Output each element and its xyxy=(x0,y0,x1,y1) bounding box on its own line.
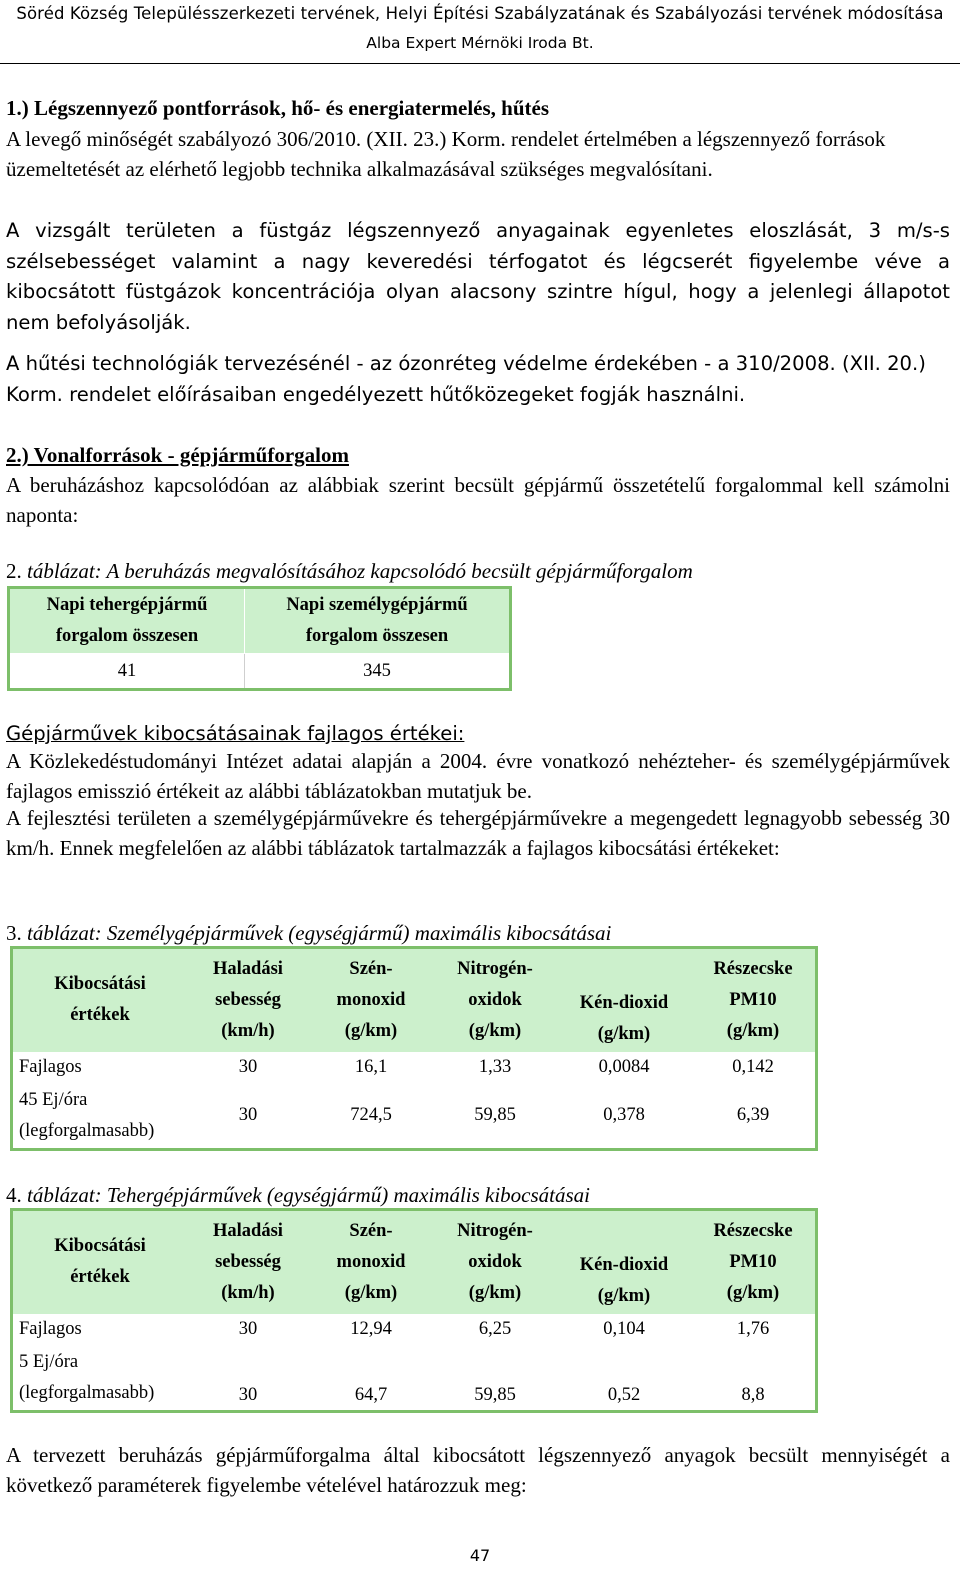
emission-paragraph-1: A Közlekedéstudományi Intézet adatai alapján a 2004. évre vonatkozó nehézteher- és személygépjárművek fajlagos emisszió értékeit az alábbi táblázatokban mutatjuk be. xyxy=(6,749,950,803)
table-row xyxy=(12,1084,817,1150)
table4-caption-text: táblázat: Tehergépjárművek (egységjármű) maximális kibocsátásai xyxy=(27,1183,591,1207)
emission-header-pm10: Részecske PM10 (g/km) xyxy=(691,1210,817,1314)
value-speed: 30 xyxy=(238,1385,258,1405)
emission-header-speed: Haladási sebesség (km/h) xyxy=(187,1210,309,1314)
row-label: 45 Ej/óra (legforgalmasabb) xyxy=(19,1089,155,1141)
emission-header-speed: Haladási sebesség (km/h) xyxy=(187,948,309,1052)
emission-header-co: Szén- monoxid (g/km) xyxy=(309,948,433,1052)
emission-subheading: Gépjárművek kibocsátásainak fajlagos értékei: xyxy=(6,722,465,745)
table2-caption xyxy=(6,556,950,586)
section2-paragraph-1: A beruházáshoz kapcsolódóan az alábbiak szerint becsült gépjármű összetételű forgalommal kell számolni naponta: xyxy=(6,473,950,527)
value-so2: 0,104 xyxy=(603,1319,645,1339)
emission-header-so2: Kén-dioxid (g/km) xyxy=(557,1210,691,1314)
row-label: 5 Ej/óra (legforgalmasabb) xyxy=(19,1351,155,1403)
table3-caption xyxy=(6,918,950,948)
section1-paragraph-2: A vizsgált területen a füstgáz légszennyező anyagainak egyenletes eloszlását, 3 m/s-s szélsebességet valamint a nagy keveredési térfogatot és légcserét figyelembe véve a kibocsátott füstgázok koncentrációja olyan alacsony szintre hígul, hogy a jelenlegi állapotot nem befolyásolják. xyxy=(6,219,950,334)
emission-paragraph-2: A fejlesztési területen a személygépjárművekre és tehergépjárművekre a megengedett legnagyobb sebesség 30 km/h. Ennek megfelelően az alábbi táblázatok tartalmazzák a fajlagos kibocsátási értékeket: xyxy=(6,806,950,860)
emission-header-nox: Nitrogén- oxidok (g/km) xyxy=(433,948,557,1052)
table2-caption-number: 2. xyxy=(6,559,22,583)
section1-paragraph-1: A levegő minőségét szabályozó 306/2010. (XII. 23.) Korm. rendelet értelmében a légszennyező források üzemeltetését az elérhető legjobb technika alkalmazásával szükséges megvalósítani. xyxy=(6,127,886,181)
section1-paragraph-3: A hűtési technológiák tervezésénél - az ózonréteg védelme érdekében - a 310/2008. (XII. 20.) Korm. rendelet előírásaiban engedélyezett hűtőközegeket fogják használni. xyxy=(6,352,926,406)
table3 xyxy=(10,946,818,1151)
value-nox: 6,25 xyxy=(478,1319,512,1339)
emission-header-nox: Nitrogén- oxidok (g/km) xyxy=(433,1210,557,1314)
value-co: 724,5 xyxy=(350,1105,392,1126)
row-label: Fajlagos xyxy=(19,1057,82,1077)
value-co: 64,7 xyxy=(354,1385,388,1405)
section2-heading: 2.) Vonalforrások - gépjárműforgalom xyxy=(6,443,349,467)
value-nox: 1,33 xyxy=(478,1057,512,1077)
table2-value-car: 345 xyxy=(363,660,391,681)
table4-caption-number: 4. xyxy=(6,1183,22,1207)
emission-header-so2: Kén-dioxid (g/km) xyxy=(557,948,691,1052)
value-pm10: 1,76 xyxy=(736,1319,770,1339)
emission-header-label: Kibocsátási értékek xyxy=(12,948,188,1052)
table-row xyxy=(12,1314,817,1346)
page-number: 47 xyxy=(469,1546,491,1565)
table3-caption-text: táblázat: Személygépjárművek (egységjármű) maximális kibocsátásai xyxy=(27,921,612,945)
row-label: Fajlagos xyxy=(19,1319,82,1339)
header-divider xyxy=(0,63,960,64)
value-speed: 30 xyxy=(238,1057,258,1077)
section1-heading: 1.) Légszennyező pontforrások, hő- és energiatermelés, hűtés xyxy=(6,96,549,120)
value-nox: 59,85 xyxy=(474,1385,516,1405)
value-speed: 30 xyxy=(238,1105,258,1126)
value-pm10: 0,142 xyxy=(732,1057,774,1077)
table-row xyxy=(12,1346,817,1412)
document-header-title: Söréd Község Településszerkezeti tervének, Helyi Építési Szabályzatának és Szabályozási tervének módosítása xyxy=(16,4,944,23)
closing-paragraph: A tervezett beruházás gépjárműforgalma által kibocsátott légszennyező anyagok becsült mennyiségét a következő paraméterek figyelembe vételével határozzuk meg: xyxy=(6,1443,950,1497)
document-header-company: Alba Expert Mérnöki Iroda Bt. xyxy=(366,34,594,52)
value-pm10: 6,39 xyxy=(736,1105,770,1126)
emission-header-label: Kibocsátási értékek xyxy=(12,1210,188,1314)
value-so2: 0,0084 xyxy=(598,1057,650,1077)
value-so2: 0,52 xyxy=(607,1385,641,1405)
table2-caption-text: táblázat: A beruházás megvalósításához kapcsolódó becsült gépjárműforgalom xyxy=(27,559,693,583)
value-co: 12,94 xyxy=(350,1319,392,1339)
table3-caption-number: 3. xyxy=(6,921,22,945)
value-co: 16,1 xyxy=(354,1057,388,1077)
table2-header-car: Napi személygépjármű forgalom összesen xyxy=(245,588,511,654)
value-speed: 30 xyxy=(238,1319,258,1339)
table-row xyxy=(12,1052,817,1084)
table2-header-truck: Napi tehergépjármű forgalom összesen xyxy=(9,588,245,654)
value-nox: 59,85 xyxy=(474,1105,516,1126)
table2-value-truck: 41 xyxy=(9,654,245,690)
value-so2: 0,378 xyxy=(603,1105,645,1126)
emission-header-pm10: Részecske PM10 (g/km) xyxy=(691,948,817,1052)
emission-header-co: Szén- monoxid (g/km) xyxy=(309,1210,433,1314)
table4-caption xyxy=(6,1180,950,1210)
table2 xyxy=(7,586,512,691)
value-pm10: 8,8 xyxy=(741,1385,765,1405)
table4 xyxy=(10,1208,818,1413)
